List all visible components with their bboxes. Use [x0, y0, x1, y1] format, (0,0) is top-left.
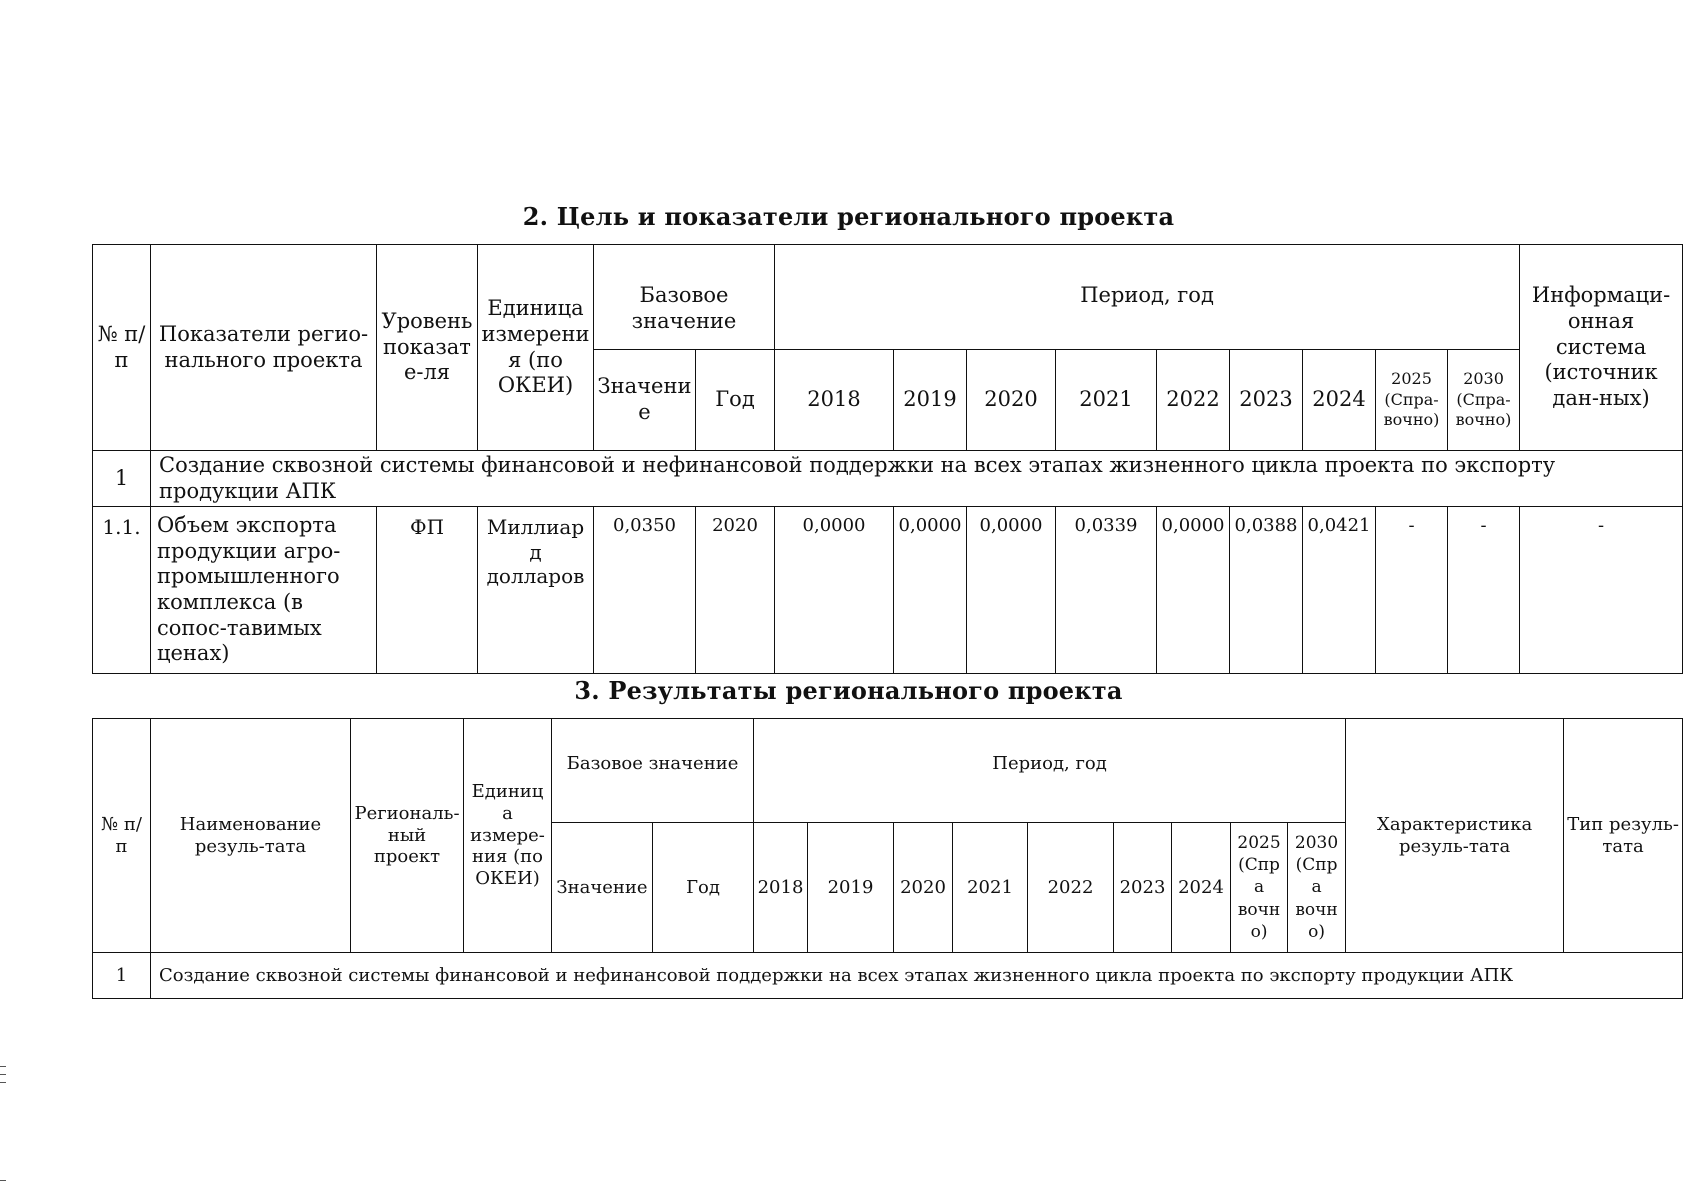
header-2019: 2019	[894, 350, 967, 451]
header-num: № п/п	[93, 245, 151, 451]
header-info-system: Информаци-онная система (источник дан-ных)	[1520, 245, 1683, 451]
goal-section-title: 2. Цель и показатели регионального проекта	[522, 202, 1175, 231]
header-2025: 2025 (Спра-вочно)	[1376, 350, 1448, 451]
res-header-2019: 2019	[808, 823, 894, 953]
res-header-period: Период, год	[754, 719, 1346, 823]
header-2024: 2024	[1303, 350, 1376, 451]
goal-indicators-table	[92, 244, 1683, 674]
margin-mark	[0, 1180, 6, 1181]
res-header-base-value: Базовое значение	[552, 719, 754, 823]
table-row	[93, 507, 1683, 674]
goal-num: 1	[93, 451, 151, 507]
res-header-2024: 2024	[1172, 823, 1231, 953]
indicator-num: 1.1.	[93, 507, 151, 674]
header-period: Период, год	[775, 245, 1520, 350]
indicator-base-value: 0,0350	[594, 507, 696, 674]
header-2020: 2020	[967, 350, 1056, 451]
res-header-type: Тип резуль-тата	[1564, 719, 1683, 953]
res-header-num: № п/п	[93, 719, 151, 953]
res-header-2023: 2023	[1114, 823, 1172, 953]
indicator-2025: -	[1376, 507, 1448, 674]
indicator-2024: 0,0421	[1303, 507, 1376, 674]
goal-text: Создание сквозной системы финансовой и нефинансовой поддержки на всех этапах жизненного цикла проекта по экспорту продукции АПК	[151, 451, 1683, 507]
margin-mark	[0, 1066, 6, 1067]
header-2018: 2018	[775, 350, 894, 451]
header-year: Год	[696, 350, 775, 451]
res-header-2020: 2020	[894, 823, 953, 953]
header-base-value: Базовое значение	[594, 245, 775, 350]
goal-row	[93, 451, 1683, 507]
res-header-year: Год	[653, 823, 754, 953]
header-unit: Единица измерения (по ОКЕИ)	[478, 245, 594, 451]
indicator-2030: -	[1448, 507, 1520, 674]
res-goal-num: 1	[93, 953, 151, 999]
results-section-title: 3. Результаты регионального проекта	[574, 676, 1123, 705]
indicator-info: -	[1520, 507, 1683, 674]
header-2022: 2022	[1157, 350, 1230, 451]
indicator-name: Объем экспорта продукции агро-промышленного комплекса (в сопос-тавимых ценах)	[151, 507, 377, 674]
results-goal-row	[93, 953, 1683, 999]
res-header-2025: 2025 (Спра вочно)	[1231, 823, 1288, 953]
indicator-2022: 0,0000	[1157, 507, 1230, 674]
indicator-2019: 0,0000	[894, 507, 967, 674]
res-goal-text: Создание сквозной системы финансовой и нефинансовой поддержки на всех этапах жизненного цикла проекта по экспорту продукции АПК	[151, 953, 1683, 999]
res-header-characteristic: Характеристика резуль-тата	[1346, 719, 1564, 953]
header-2023: 2023	[1230, 350, 1303, 451]
res-header-project: Региональ-ный проект	[351, 719, 464, 953]
res-header-2021: 2021	[953, 823, 1028, 953]
margin-mark	[0, 1074, 6, 1075]
res-header-2022: 2022	[1028, 823, 1114, 953]
res-header-2030: 2030 (Спра вочно)	[1288, 823, 1346, 953]
header-value: Значение	[594, 350, 696, 451]
indicator-2021: 0,0339	[1056, 507, 1157, 674]
res-header-unit: Единица измере-ния (по ОКЕИ)	[464, 719, 552, 953]
header-2030: 2030 (Спра-вочно)	[1448, 350, 1520, 451]
res-header-value: Значение	[552, 823, 653, 953]
res-header-name: Наименование резуль-тата	[151, 719, 351, 953]
indicator-level: ФП	[377, 507, 478, 674]
results-table	[92, 718, 1683, 999]
margin-mark	[0, 1082, 6, 1083]
res-header-2018: 2018	[754, 823, 808, 953]
indicator-2023: 0,0388	[1230, 507, 1303, 674]
indicator-2018: 0,0000	[775, 507, 894, 674]
header-level: Уровень показате-ля	[377, 245, 478, 451]
indicator-unit: Миллиард долларов	[478, 507, 594, 674]
header-2021: 2021	[1056, 350, 1157, 451]
indicator-2020: 0,0000	[967, 507, 1056, 674]
indicator-base-year: 2020	[696, 507, 775, 674]
header-indicator: Показатели регио-нального проекта	[151, 245, 377, 451]
